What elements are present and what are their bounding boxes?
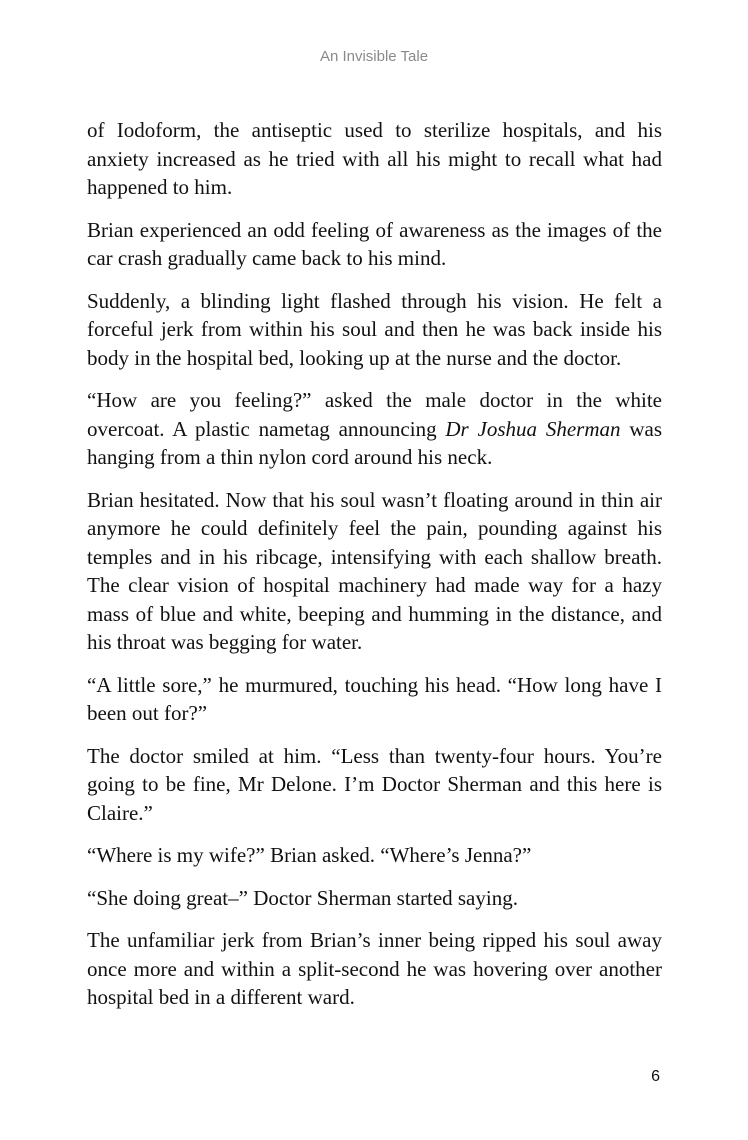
paragraph: “She doing great–” Doctor Sherman started saying. xyxy=(87,885,518,910)
paragraph: “A little sore,” he murmured, touching his head. “How long have I been out for?” xyxy=(87,672,662,725)
paragraph-text: was hanging from a thin nylon cord around his neck. xyxy=(87,416,662,469)
paragraph: Brian experienced an odd feeling of awareness as the images of the car crash gradually came back to his mind. xyxy=(87,217,662,270)
paragraph-text: “How are you feeling?” asked the male doctor in the white overcoat. A plastic nametag announcing xyxy=(87,388,662,441)
running-header: An Invisible Tale xyxy=(319,48,429,65)
page-number: 6 xyxy=(651,1068,660,1085)
page-body xyxy=(87,116,662,1026)
paragraph: The doctor smiled at him. “Less than twenty-four hours. You’re going to be fine, Mr Delone. I’m Doctor Sherman and this here is Claire.” xyxy=(87,743,662,825)
paragraph: of Iodoform, the antiseptic used to sterilize hospitals, and his anxiety increased as he tried with all his might to recall what had happened to him. xyxy=(87,118,662,199)
paragraph xyxy=(87,386,662,472)
paragraph: Brian hesitated. Now that his soul wasn’t floating around in thin air anymore he could definitely feel the pain, pounding against his temples and in his ribcage, intensifying with each shallow breath. The clear vision of hospital machinery had made way for a hazy mass of blue and white, beeping and humming in the distance, and his throat was begging for water. xyxy=(87,487,662,654)
paragraph: “Where is my wife?” Brian asked. “Where’s Jenna?” xyxy=(87,843,532,867)
paragraph: Suddenly, a blinding light flashed through his vision. He felt a forceful jerk from within his soul and then he was back inside his body in the hospital bed, looking up at the nurse and the doctor. xyxy=(87,288,662,370)
paragraph: The unfamiliar jerk from Brian’s inner being ripped his soul away once more and within a split-second he was hovering over another hospital bed in a different ward. xyxy=(87,928,662,1009)
nametag-italic-text: Dr Joshua Sherman xyxy=(445,416,621,441)
